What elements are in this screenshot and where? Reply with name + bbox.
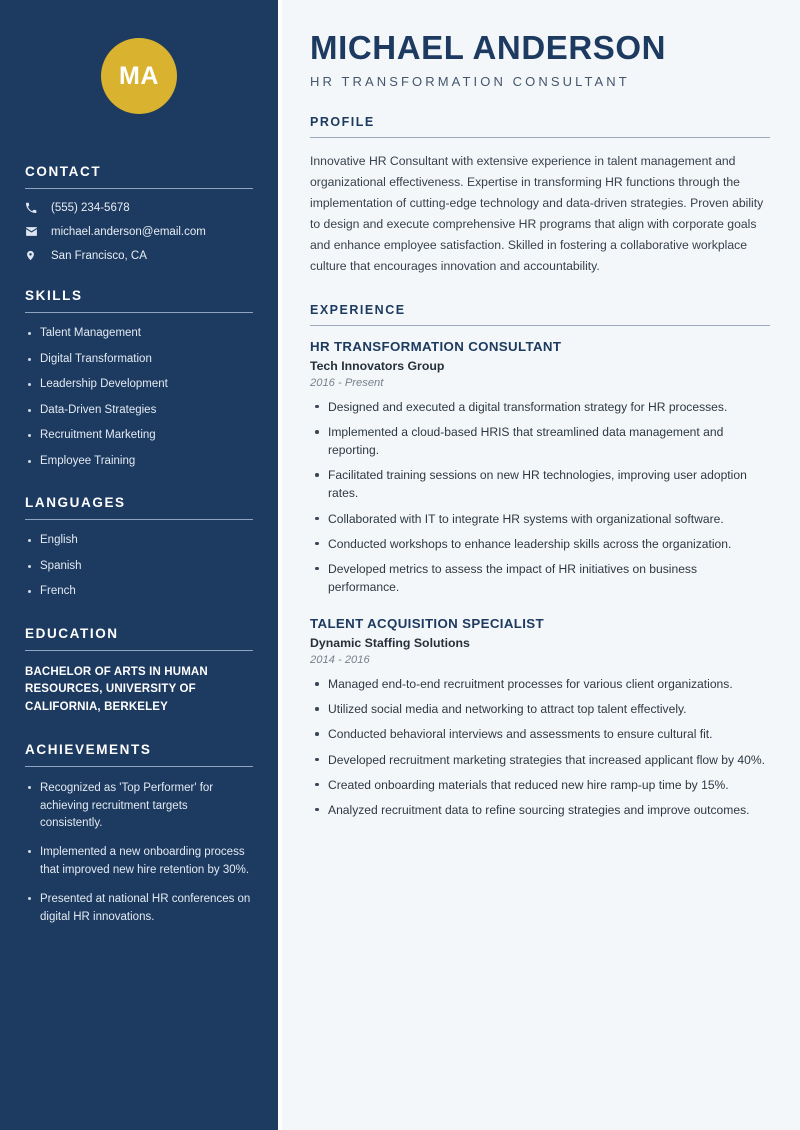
experience-entry	[310, 339, 770, 596]
achievements-divider	[25, 766, 253, 767]
contact-email-value: michael.anderson@email.com	[51, 225, 206, 238]
list-item: Analyzed recruitment data to refine sourcing strategies and improve outcomes.	[310, 801, 770, 819]
experience-section	[310, 303, 770, 819]
experience-divider	[310, 325, 770, 326]
education-divider	[25, 650, 253, 651]
list-item: Developed recruitment marketing strategies that increased applicant flow by 40%.	[310, 751, 770, 769]
list-item: French	[25, 584, 253, 600]
list-item: Employee Training	[25, 454, 253, 470]
location-pin-icon	[25, 249, 45, 262]
profile-heading: PROFILE	[310, 114, 375, 129]
list-item: Utilized social media and networking to attract top talent effectively.	[310, 700, 770, 718]
profile-section	[310, 115, 770, 277]
main-content	[278, 0, 800, 1130]
contact-item-phone[interactable]	[25, 202, 253, 214]
profile-divider	[310, 137, 770, 138]
list-item: Recognized as 'Top Performer' for achieving recruitment targets consistently.	[25, 780, 253, 832]
job-bullet-list	[310, 675, 770, 819]
experience-entry	[310, 616, 770, 819]
list-item: Developed metrics to assess the impact of HR initiatives on business performance.	[310, 560, 770, 596]
profile-text: Innovative HR Consultant with extensive experience in talent management and organizational effectiveness. Expertise in transforming HR functions through the implementation of cutting-edge technology and data-driven strategies. Proven ability to design and execute comprehensive HR programs that align with corporate goals and enhance employee satisfaction. Skilled in fostering a collaborative workplace culture that encourages innovation and accountability.	[310, 153, 764, 273]
list-item: Managed end-to-end recruitment processes for various client organizations.	[310, 675, 770, 693]
contact-location-value: San Francisco, CA	[51, 249, 147, 262]
phone-icon	[25, 202, 45, 214]
skills-section	[25, 288, 253, 469]
contact-section	[25, 164, 253, 262]
job-dates: 2016 - Present	[310, 376, 384, 389]
list-item: Conducted workshops to enhance leadership skills across the organization.	[310, 535, 770, 553]
page-title: MICHAEL ANDERSON	[310, 29, 667, 66]
job-subtitle: HR TRANSFORMATION CONSULTANT	[310, 73, 630, 89]
achievements-heading: ACHIEVEMENTS	[25, 742, 152, 758]
contact-divider	[25, 188, 253, 189]
skills-list	[25, 326, 253, 469]
languages-section	[25, 495, 253, 600]
list-item: Talent Management	[25, 326, 253, 342]
list-item: Data-Driven Strategies	[25, 403, 253, 419]
contact-item-email[interactable]	[25, 225, 253, 238]
job-company: Tech Innovators Group	[310, 358, 445, 373]
skills-divider	[25, 312, 253, 313]
education-heading: EDUCATION	[25, 625, 119, 641]
job-title: HR TRANSFORMATION CONSULTANT	[310, 338, 562, 354]
languages-divider	[25, 519, 253, 520]
job-dates: 2014 - 2016	[310, 654, 370, 667]
avatar: MA	[101, 38, 177, 114]
contact-item-location[interactable]	[25, 249, 253, 262]
skills-heading: SKILLS	[25, 288, 83, 303]
contact-phone-value: (555) 234-5678	[51, 202, 130, 214]
education-degree: BACHELOR OF ARTS IN HUMAN RESOURCES, UNIVERSITY OF CALIFORNIA, BERKELEY	[25, 665, 208, 713]
sidebar	[0, 0, 278, 1130]
list-item: Implemented a new onboarding process that improved new hire retention by 30%.	[25, 844, 253, 879]
list-item: English	[25, 533, 253, 549]
avatar-wrapper	[25, 0, 253, 114]
list-item: Conducted behavioral interviews and assessments to ensure cultural fit.	[310, 725, 770, 743]
job-bullet-list	[310, 398, 770, 596]
list-item: Leadership Development	[25, 377, 253, 393]
list-item: Created onboarding materials that reduced new hire ramp-up time by 15%.	[310, 776, 770, 794]
experience-heading: EXPERIENCE	[310, 302, 406, 317]
list-item: Recruitment Marketing	[25, 428, 253, 444]
contact-heading: CONTACT	[25, 164, 102, 179]
achievements-section	[25, 742, 253, 926]
list-item: Implemented a cloud-based HRIS that streamlined data management and reporting.	[310, 423, 770, 459]
achievements-list	[25, 780, 253, 926]
languages-list	[25, 533, 253, 600]
list-item: Facilitated training sessions on new HR technologies, improving user adoption rates.	[310, 466, 770, 502]
list-item: Designed and executed a digital transformation strategy for HR processes.	[310, 398, 770, 416]
job-company: Dynamic Staffing Solutions	[310, 636, 470, 651]
languages-heading: LANGUAGES	[25, 495, 126, 511]
envelope-icon	[25, 225, 45, 238]
education-section	[25, 626, 253, 716]
list-item: Collaborated with IT to integrate HR systems with organizational software.	[310, 510, 770, 528]
list-item: Spanish	[25, 559, 253, 575]
list-item: Presented at national HR conferences on digital HR innovations.	[25, 891, 253, 926]
job-title: TALENT ACQUISITION SPECIALIST	[310, 616, 544, 632]
list-item: Digital Transformation	[25, 352, 253, 368]
